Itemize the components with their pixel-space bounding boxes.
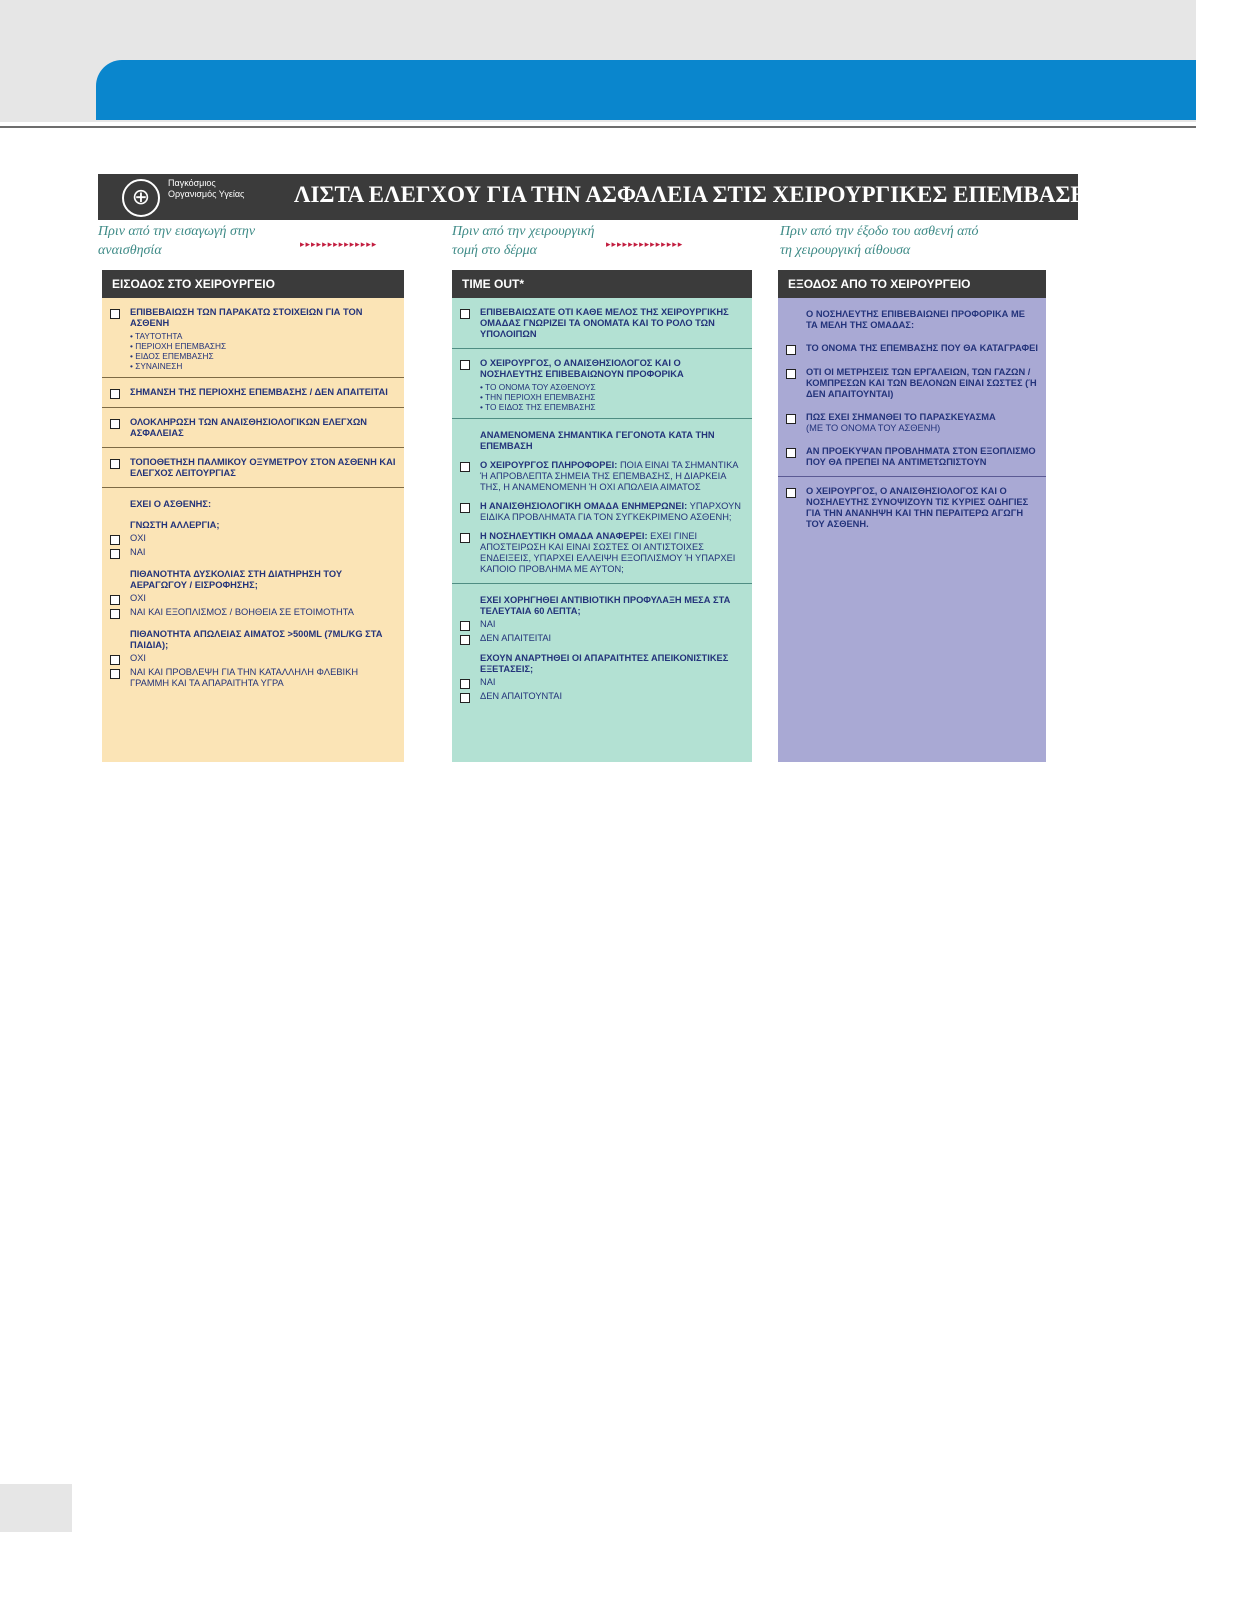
checklist-title: ΛΙΣΤΑ ΕΛΕΓΧΟΥ ΓΙΑ ΤΗΝ ΑΣΦΑΛΕΙΑ ΣΤΙΣ ΧΕΙΡΟΥΡΓΙΚΕΣ ΕΠΕΜΒΑΣΕΙΣ (ΠΡΩΤΗ ΕΚΔΟΣΗ) — [294, 182, 1256, 207]
sign-out-column — [778, 270, 1046, 762]
procedure-name-text: ΤΟ ΟΝΟΜΑ ΤΗΣ ΕΠΕΜΒΑΣΗΣ ΠΟΥ ΘΑ ΚΑΤΑΓΡΑΦΕΙ — [806, 343, 1038, 353]
option-text: ΝΑΙ ΚΑΙ ΠΡΟΒΛΕΨΗ ΓΙΑ ΤΗΝ ΚΑΤΑΛΛΗΛΗ ΦΛΕΒΙΚΗ ΓΡΑΜΜΗ ΚΑΙ ΤΑ ΑΠΑΡΑΙΤΗΤΑ ΥΓΡΑ — [130, 667, 359, 688]
checkbox[interactable] — [460, 679, 470, 689]
checkbox[interactable] — [460, 309, 470, 319]
anaesthesia-check-text: ΟΛΟΚΛΗΡΩΣΗ ΤΩΝ ΑΝΑΙΣΘΗΣΙΟΛΟΓΙΚΩΝ ΕΛΕΓΧΩΝ ΑΣΦΑΛΕΙΑΣ — [130, 417, 368, 438]
recovery-section — [778, 477, 1046, 538]
phase-label-1: Πριν από την εισαγωγή στην αναισθησία — [98, 224, 256, 258]
verbal-confirm-text: Ο ΧΕΙΡΟΥΡΓΟΣ, Ο ΑΝΑΙΣΘΗΣΙΟΛΟΓΟΣ ΚΑΙ Ο ΝΟΣΗΛΕΥΤΗΣ ΕΠΙΒΕΒΑΙΩΝΟΥΝ ΠΡΟΦΟΡΙΚΑ — [480, 358, 684, 379]
blood-loss-question: ΠΙΘΑΝΟΤΗΤΑ ΑΠΩΛΕΙΑΣ ΑΙΜΑΤΟΣ >500ML (7ML/KG ΣΤΑ ΠΑΙΔΙΑ); — [130, 629, 383, 650]
checkbox[interactable] — [110, 419, 120, 429]
critical-events-section — [452, 419, 752, 584]
confirm-text: ΕΠΙΒΕΒΑΙΩΣΗ ΤΩΝ ΠΑΡΑΚΑΤΩ ΣΤΟΙΧΕΙΩΝ ΓΙΑ ΤΟΝ ΑΣΘΕΝΗ — [130, 307, 363, 328]
checkbox[interactable] — [786, 488, 796, 498]
option-text: ΔΕΝ ΑΠΑΙΤΕΙΤΑΙ — [480, 633, 552, 643]
airway-question: ΠΙΘΑΝΟΤΗΤΑ ΔΥΣΚΟΛΙΑΣ ΣΤΗ ΔΙΑΤΗΡΗΣΗ ΤΟΥ ΑΕΡΑΓΩΓΟΥ / ΕΙΣΡΟΦΗΣΗΣ; — [130, 569, 343, 590]
checkbox[interactable] — [110, 595, 120, 605]
patient-has-label: ΕΧΕΙ Ο ΑΣΘΕΝΗΣ: — [130, 499, 212, 509]
page-number-box — [0, 1484, 72, 1532]
imaging-question: ΕΧΟΥΝ ΑΝΑΡΤΗΘΕΙ ΟΙ ΑΠΑΡΑΙΤΗΤΕΣ ΑΠΕΙΚΟΝΙΣΤΙΚΕΣ ΕΞΕΤΑΣΕΙΣ; — [480, 653, 729, 674]
antibiotic-question: ΕΧΕΙ ΧΟΡΗΓΗΘΕΙ ΑΝΤΙΒΙΟΤΙΚΗ ΠΡΟΦΥΛΑΞΗ ΜΕΣΑ ΣΤΑ ΤΕΛΕΥΤΑΙΑ 60 ΛΕΠΤΑ; — [480, 595, 731, 616]
option-text: ΟΧΙ — [130, 533, 147, 543]
checkbox[interactable] — [460, 503, 470, 513]
anaesthesia-review-text: Η ΑΝΑΙΣΘΗΣΙΟΛΟΓΙΚΗ ΟΜΑΔΑ ΕΝΗΜΕΡΩΝΕΙ: ΥΠΑΡΧΟΥΝ ΕΙΔΙΚΑ ΠΡΟΒΛΗΜΑΤΑ ΓΙΑ ΤΟΝ ΣΥΓΚΕΚΡΙΜΕΝΟ ΑΣΘΕΝΗ; — [480, 501, 741, 522]
option-text: ΝΑΙ — [130, 547, 146, 557]
sign-in-column — [102, 270, 404, 762]
checkbox[interactable] — [460, 462, 470, 472]
verbal-item: • ΤΟ ΟΝΟΜΑ ΤΟΥ ΑΣΘΕΝΟΥΣ — [480, 382, 596, 392]
checkbox[interactable] — [460, 360, 470, 370]
phase-arrows-1: ▸▸▸▸▸▸▸▸▸▸▸▸▸▸ — [300, 240, 378, 250]
anaesthesia-check-section — [102, 408, 404, 448]
surgeon-review-text: Ο ΧΕΙΡΟΥΡΓΟΣ ΠΛΗΡΟΦΟΡΕΙ: ΠΟΙΑ ΕΙΝΑΙ ΤΑ ΣΗΜΑΝΤΙΚΑ Ή ΑΠΡΟΒΛΕΠΤΑ ΣΗΜΕΙΑ ΤΗΣ ΕΠΕΜΒΑΣΗΣ, Η ΔΙΑΡΚΕΙΑ ΤΗΣ, Η ΑΝΑΜΕΝΟΜΕΝΗ Ή ΟΧΙ ΑΠΩΛΕΙΑ ΑΙΜΑΤΟΣ — [480, 460, 738, 492]
option-text: ΝΑΙ — [480, 619, 496, 629]
checkbox[interactable] — [110, 609, 120, 619]
checkbox[interactable] — [786, 414, 796, 424]
option-text: ΝΑΙ — [480, 677, 496, 687]
critical-events-heading: ΑΝΑΜΕΝΟΜΕΝΑ ΣΗΜΑΝΤΙΚΑ ΓΕΓΟΝΟΤΑ ΚΑΤΑ ΤΗΝ ΕΠΕΜΒΑΣΗ — [480, 430, 715, 451]
checkbox[interactable] — [786, 345, 796, 355]
patient-risk-section — [102, 488, 404, 697]
checkbox[interactable] — [110, 669, 120, 679]
checkbox[interactable] — [786, 369, 796, 379]
option-text: ΟΧΙ — [130, 593, 147, 603]
checklist-edition: (ΠΡΩΤΗ ΕΚΔΟΣΗ) — [1115, 187, 1256, 206]
oximeter-section — [102, 448, 404, 488]
time-out-column — [452, 270, 752, 762]
antibiotic-imaging-section — [452, 584, 752, 711]
marking-section — [102, 378, 404, 408]
equipment-text: ΑΝ ΠΡΟΕΚΥΨΑΝ ΠΡΟΒΛΗΜΑΤΑ ΣΤΟΝ ΕΞΟΠΛΙΣΜΟ ΠΟΥ ΘΑ ΠΡΕΠΕΙ ΝΑ ΑΝΤΙΜΕΤΩΠΙΣΤΟΥΝ — [806, 446, 1036, 467]
sign-in-header: ΕΙΣΟΔΟΣ ΣΤΟ ΧΕΙΡΟΥΡΓΕΙΟ — [102, 270, 404, 298]
option-text: ΟΧΙ — [130, 653, 147, 663]
verbal-item: • ΤΟ ΕΙΔΟΣ ΤΗΣ ΕΠΕΜΒΑΣΗΣ — [480, 402, 596, 412]
phase-label-3: Πριν από την έξοδο του ασθενή από τη χειρουργική αίθουσα — [780, 224, 979, 258]
option-text: ΝΑΙ ΚΑΙ ΕΞΟΠΛΙΣΜΟΣ / ΒΟΗΘΕΙΑ ΣΕ ΕΤΟΙΜΟΤΗΤΑ — [130, 607, 354, 617]
verbal-confirm-section — [452, 349, 752, 419]
nursing-review-text: Η ΝΟΣΗΛΕΥΤΙΚΗ ΟΜΑΔΑ ΑΝΑΦΕΡΕΙ: ΕΧΕΙ ΓΙΝΕΙ ΑΠΟΣΤΕΙΡΩΣΗ ΚΑΙ ΕΙΝΑΙ ΣΩΣΤΕΣ ΟΙ ΑΝΤΙΣΤΟΙΧΕΣ ΕΝΔΕΙΞΕΙΣ, ΥΠΑΡΧΕΙ ΕΛΛΕΙΨΗ ΕΞΟΠΛΙΣΜΟΥ Ή ΥΠΑΡΧΕΙ ΚΑΠΟΙΟ ΠΡΟΒΛΗΜΑ ΜΕ ΑΥΤΟΝ; — [480, 531, 736, 574]
option-text: ΔΕΝ ΑΠΑΙΤΟΥΝΤΑΙ — [480, 691, 563, 701]
checkbox[interactable] — [460, 635, 470, 645]
header-rule — [0, 126, 1196, 128]
checkbox[interactable] — [110, 535, 120, 545]
specimen-text: ΠΩΣ ΕΧΕΙ ΣΗΜΑΝΘΕΙ ΤΟ ΠΑΡΑΣΚΕΥΑΣΜΑ (ΜΕ ΤΟ ΟΝΟΜΑ ΤΟΥ ΑΣΘΕΝΗ) — [806, 412, 996, 433]
phase-label-2: Πριν από την χειρουργική τομή στο δέρμα — [452, 224, 595, 258]
checkbox[interactable] — [110, 459, 120, 469]
confirm-item: • ΠΕΡΙΟΧΗ ΕΠΕΜΒΑΣΗΣ — [130, 341, 227, 351]
team-intro-section — [452, 298, 752, 349]
verbal-item: • ΤΗΝ ΠΕΡΙΟΧΗ ΕΠΕΜΒΑΣΗΣ — [480, 392, 596, 402]
confirm-item: • ΤΑΥΤΟΤΗΤΑ — [130, 331, 183, 341]
checkbox[interactable] — [460, 621, 470, 631]
sign-out-intro: Ο ΝΟΣΗΛΕΥΤΗΣ ΕΠΙΒΕΒΑΙΩΝΕΙ ΠΡΟΦΟΡΙΚΑ ΜΕ ΤΑ ΜΕΛΗ ΤΗΣ ΟΜΑΔΑΣ: — [806, 309, 1025, 330]
who-logo-icon: ⊕ — [122, 179, 160, 217]
sign-out-header: ΕΞΟΔΟΣ ΑΠΟ ΤΟ ΧΕΙΡΟΥΡΓΕΙΟ — [778, 270, 1046, 298]
confirm-item: • ΣΥΝΑΙΝΕΣΗ — [130, 361, 183, 371]
checkbox[interactable] — [110, 549, 120, 559]
recovery-text: Ο ΧΕΙΡΟΥΡΓΟΣ, Ο ΑΝΑΙΣΘΗΣΙΟΛΟΓΟΣ ΚΑΙ Ο ΝΟΣΗΛΕΥΤΗΣ ΣΥΝΟΨΙΖΟΥΝ ΤΙΣ ΚΥΡΙΕΣ ΟΔΗΓΙΕΣ ΓΙΑ ΤΗΝ ΑΝΑΝΗΨΗ ΚΑΙ ΤΗΝ ΠΕΡΑΙΤΕΡΩ ΑΓΩΓΗ ΤΟΥ ΑΣΘΕΝΗ. — [806, 486, 1029, 529]
header-blue-bar — [96, 60, 1196, 120]
checkbox[interactable] — [460, 693, 470, 703]
counts-text: ΟΤΙ ΟΙ ΜΕΤΡΗΣΕΙΣ ΤΩΝ ΕΡΓΑΛΕΙΩΝ, ΤΩΝ ΓΑΖΩΝ / ΚΟΜΠΡΕΣΩΝ ΚΑΙ ΤΩΝ ΒΕΛΟΝΩΝ ΕΙΝΑΙ ΣΩΣΤΕΣ (Ή ΔΕΝ ΑΠΑΙΤΟΥΝΤΑΙ) — [806, 367, 1037, 399]
checkbox[interactable] — [460, 533, 470, 543]
oximeter-text: ΤΟΠΟΘΕΤΗΣΗ ΠΑΛΜΙΚΟΥ ΟΞΥΜΕΤΡΟΥ ΣΤΟΝ ΑΣΘΕΝΗ ΚΑΙ ΕΛΕΓΧΟΣ ΛΕΙΤΟΥΡΓΙΑΣ — [130, 457, 396, 478]
checklist-title-bar — [98, 174, 1256, 220]
team-intro-text: ΕΠΙΒΕΒΑΙΩΣΑΤΕ ΟΤΙ ΚΑΘΕ ΜΕΛΟΣ ΤΗΣ ΧΕΙΡΟΥΡΓΙΚΗΣ ΟΜΑΔΑΣ ΓΝΩΡΙΖΕΙ ΤΑ ΟΝΟΜΑΤΑ ΚΑΙ ΤΟ ΡΟΛΟ ΤΩΝ ΥΠΟΛΟΙΠΩΝ — [480, 307, 729, 339]
confirm-item: • ΕΙΔΟΣ ΕΠΕΜΒΑΣΗΣ — [130, 351, 214, 361]
org-name: Παγκόσμιος Οργανισμός Υγείας — [168, 178, 245, 199]
checkbox[interactable] — [786, 448, 796, 458]
phase-arrows-2: ▸▸▸▸▸▸▸▸▸▸▸▸▸▸ — [606, 240, 684, 250]
time-out-header: TIME OUT* — [452, 270, 752, 298]
confirm-section — [102, 298, 404, 378]
allergy-question: ΓΝΩΣΤΗ ΑΛΛΕΡΓΙΑ; — [130, 520, 220, 530]
marking-text: ΣΗΜΑΝΣΗ ΤΗΣ ΠΕΡΙΟΧΗΣ ΕΠΕΜΒΑΣΗΣ / ΔΕΝ ΑΠΑΙΤΕΙΤΑΙ — [130, 387, 388, 397]
checkbox[interactable] — [110, 309, 120, 319]
surgical-safety-checklist-figure — [98, 174, 1256, 770]
sign-out-checks-section — [778, 298, 1046, 477]
checkbox[interactable] — [110, 389, 120, 399]
checkbox[interactable] — [110, 655, 120, 665]
